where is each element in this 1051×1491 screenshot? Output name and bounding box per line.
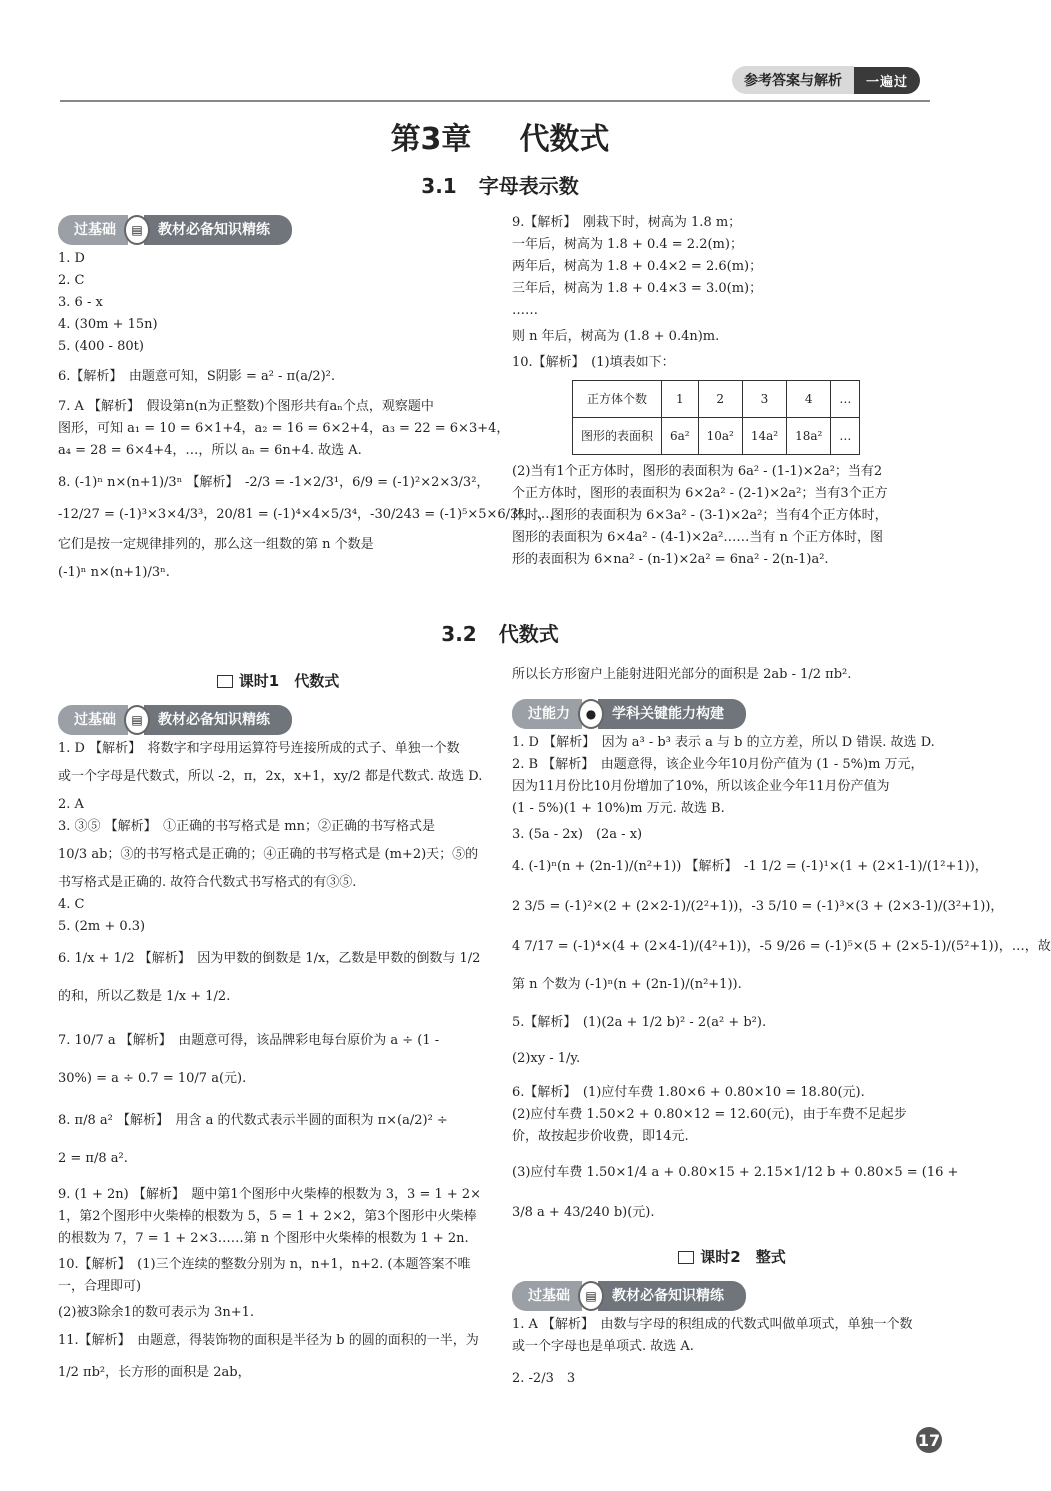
section-bar-basics <box>58 216 498 244</box>
answer-line: 30%) = a ÷ 0.7 = 10/7 a(元). <box>58 1071 247 1086</box>
answer-line: 5.【解析】 (1)(2a + 1/2 b)² - 2(a² + b²). <box>512 1015 767 1030</box>
left-column-top <box>58 214 563 584</box>
chapter-name: 代数式 <box>519 122 610 157</box>
lesson-2-title <box>512 1246 952 1268</box>
section-3-2-title <box>0 618 1000 647</box>
answer-line: -12/27 = (-1)³×3×4/3³，20/81 = (-1)⁴×4×5/3⁴，-30/243 = (-1)⁵×5×6/3⁵，…， <box>58 507 563 522</box>
answer-line: 图形的表面积为 6×4a² - (4-1)×2a²……当有 n 个正方体时，图 <box>512 530 884 545</box>
table-cell: … <box>831 381 860 418</box>
answer-line: 11.【解析】 由题意，得装饰物的面积是半径为 b 的圆的面积的一半，为 <box>58 1333 479 1348</box>
table-cell: 4 <box>787 381 831 418</box>
book-icon: ▤ <box>124 705 150 735</box>
bar-label: 过基础 <box>512 1281 582 1311</box>
lesson-1-title <box>58 670 498 692</box>
section-name: 字母表示数 <box>478 174 579 198</box>
answer-line: (3)应付车费 1.50×1/4 a + 0.80×15 + 2.15×1/12 b + 0.80×5 = (16 + <box>512 1165 959 1180</box>
right-column-top <box>512 212 952 571</box>
left-column-bottom <box>58 660 498 1384</box>
answer-line: 3. 6 - x <box>58 295 103 310</box>
answer-line: 3. (5a - 2x) (2a - x) <box>512 827 643 842</box>
section-number: 3.2 <box>441 622 477 646</box>
answer-line: 8. (-1)ⁿ n×(n+1)/3ⁿ 【解析】 -2/3 = -1×2/3¹，6/9 = (-1)²×2×3/3²， <box>58 475 490 490</box>
answer-line: 1/2 πb²，长方形的面积是 2ab， <box>58 1365 251 1380</box>
answer-line: 三年后，树高为 1.8 + 0.4×3 = 3.0(m)； <box>512 281 763 296</box>
answer-line: 4. (30m + 15n) <box>58 317 158 332</box>
answer-line: 4. C <box>58 897 85 912</box>
answer-line: 3. ③⑤ 【解析】 ①正确的书写格式是 mn；②正确的书写格式是 <box>58 819 436 834</box>
answer-line: 10.【解析】 (1)三个连续的整数分别为 n，n+1，n+2. (本题答案不唯 <box>58 1257 471 1272</box>
page-header <box>732 66 920 94</box>
answer-line: 3/8 a + 43/240 b)(元). <box>512 1205 655 1220</box>
answer-line: a₄ = 28 = 6×4+4，…，所以 aₙ = 6n+4. 故选 A. <box>58 443 362 458</box>
answer-line: 一，合理即可) <box>58 1279 142 1294</box>
answer-line: 1. D <box>58 251 85 266</box>
answer-line: 2. -2/3 3 <box>512 1371 576 1386</box>
lesson-label: 课时1 代数式 <box>238 672 340 690</box>
answer-line: 7. A 【解析】 假设第n(n为正整数)个图形共有aₙ个点，观察题中 <box>58 399 434 414</box>
section-number: 3.1 <box>421 174 457 198</box>
answer-line: (1 - 5%)(1 + 10%)m 万元. 故选 B. <box>512 801 725 816</box>
answer-line: 4. (-1)ⁿ(n + (2n-1)/(n²+1)) 【解析】 -1 1/2 = (-1)¹×(1 + (2×1-1)/(1²+1))， <box>512 859 988 874</box>
bar-subtitle: 教材必备知识精练 <box>598 1281 746 1311</box>
answer-line: 1. A 【解析】 由数与字母的积组成的代数式叫做单项式，单独一个数 <box>512 1317 913 1332</box>
table-cell: 正方体个数 <box>573 381 662 418</box>
answer-line: (2)应付车费 1.50×2 + 0.80×12 = 12.60(元)，由于车费不足起步 <box>512 1107 907 1122</box>
answer-line: 6.【解析】 由题意可知，S阴影 = a² - π(a/2)². <box>58 369 336 384</box>
bar-label: 过能力 <box>512 699 582 729</box>
answer-line: 5. (400 - 80t) <box>58 339 144 354</box>
answer-line: 9.【解析】 刚栽下时，树高为 1.8 m； <box>512 215 742 230</box>
table-cell: 18a² <box>787 418 831 455</box>
header-title: 参考答案与解析 <box>732 66 854 94</box>
answer-line: 图形，可知 a₁ = 10 = 6×1+4，a₂ = 16 = 6×2+4，a₃ = 22 = 6×3+4， <box>58 421 510 436</box>
right-column-bottom <box>512 664 1051 1390</box>
table-cell: 6a² <box>662 418 699 455</box>
table-cell: … <box>831 418 860 455</box>
answer-line: 价，故按起步价收费，即14元. <box>512 1129 689 1144</box>
answer-line: 9. (1 + 2n) 【解析】 题中第1个图形中火柴棒的根数为 3，3 = 1 + 2× <box>58 1187 482 1202</box>
answer-line: 或一个字母也是单项式. 故选 A. <box>512 1339 694 1354</box>
answer-line: (-1)ⁿ n×(n+1)/3ⁿ. <box>58 565 170 580</box>
table-cell: 1 <box>662 381 699 418</box>
answer-line: 形的表面积为 6×na² - (n-1)×2a² = 6na² - 2(n-1)a². <box>512 552 829 567</box>
answer-line: 的和，所以乙数是 1/x + 1/2. <box>58 989 231 1004</box>
answer-line: 的根数为 7，7 = 1 + 2×3……第 n 个图形中火柴棒的根数为 1 + 2n. <box>58 1231 469 1246</box>
bar-subtitle: 教材必备知识精练 <box>144 215 292 245</box>
answer-line: 5. (2m + 0.3) <box>58 919 146 934</box>
table-cell: 2 <box>698 381 742 418</box>
book-icon: ▤ <box>124 215 150 245</box>
section-name: 代数式 <box>498 622 559 646</box>
answer-line: …… <box>512 303 538 318</box>
answer-line: 2 3/5 = (-1)²×(2 + (2×2-1)/(2²+1))，-3 5/10 = (-1)³×(3 + (2×3-1)/(3²+1))， <box>512 899 1004 914</box>
answer-line: 10/3 ab；③的书写格式是正确的；④正确的书写格式是 (m+2)天；⑤的 <box>58 847 479 862</box>
table-cell: 3 <box>742 381 786 418</box>
answer-line: 所以长方形窗户上能射进阳光部分的面积是 2ab - 1/2 πb². <box>512 667 852 682</box>
page-number: 17 <box>916 1427 942 1453</box>
answer-line: 1，第2个图形中火柴棒的根数为 5，5 = 1 + 2×2，第3个图形中火柴棒 <box>58 1209 477 1224</box>
header-rule <box>60 100 930 102</box>
bar-subtitle: 教材必备知识精练 <box>144 705 292 735</box>
answer-line: 2. A <box>58 797 84 812</box>
answer-line: 一年后，树高为 1.8 + 0.4 = 2.2(m)； <box>512 237 743 252</box>
section-3-1-title <box>0 170 1000 199</box>
answer-line: 体时，图形的表面积为 6×3a² - (3-1)×2a²；当有4个正方体时， <box>512 508 888 523</box>
answer-line: 2. B 【解析】 由题意得，该企业今年10月份产值为 (1 - 5%)m 万元， <box>512 757 924 772</box>
answer-line: 1. D 【解析】 因为 a³ - b³ 表示 a 与 b 的立方差，所以 D 错误. 故选 D. <box>512 735 935 750</box>
table-cell: 14a² <box>742 418 786 455</box>
medal-icon: ● <box>578 699 604 729</box>
section-bar-ability <box>512 700 952 728</box>
answer-line: 2 = π/8 a². <box>58 1151 128 1166</box>
answer-line: 2. C <box>58 273 85 288</box>
table-row <box>573 381 860 418</box>
answer-line: 8. π/8 a² 【解析】 用含 a 的代数式表示半圆的面积为 π×(a/2)² ÷ <box>58 1113 448 1128</box>
answer-line: 或一个字母是代数式，所以 -2，π，2x，x+1，xy/2 都是代数式. 故选 D. <box>58 769 483 784</box>
answer-line: 6.【解析】 (1)应付车费 1.80×6 + 0.80×10 = 18.80(元). <box>512 1085 865 1100</box>
section-bar-basics <box>512 1282 952 1310</box>
lesson-icon <box>217 675 233 688</box>
answer-line: 则 n 年后，树高为 (1.8 + 0.4n)m. <box>512 329 720 344</box>
bar-label: 过基础 <box>58 705 128 735</box>
answer-line: 第 n 个数为 (-1)ⁿ(n + (2n-1)/(n²+1)). <box>512 977 742 992</box>
table-row <box>573 418 860 455</box>
lesson-icon <box>678 1251 694 1264</box>
answer-line: 6. 1/x + 1/2 【解析】 因为甲数的倒数是 1/x，乙数是甲数的倒数与 1/2 <box>58 951 481 966</box>
lesson-label: 课时2 整式 <box>700 1248 786 1266</box>
answer-line: 10.【解析】 (1)填表如下： <box>512 355 675 370</box>
bar-label: 过基础 <box>58 215 128 245</box>
book-icon: ▤ <box>578 1281 604 1311</box>
header-brand: 一遍过 <box>854 67 920 94</box>
answer-line: (2)当有1个正方体时，图形的表面积为 6a² - (1-1)×2a²；当有2 <box>512 464 883 479</box>
answer-line: 1. D 【解析】 将数字和字母用运算符号连接所成的式子、单独一个数 <box>58 741 460 756</box>
bar-subtitle: 学科关键能力构建 <box>598 699 746 729</box>
table-cell: 图形的表面积 <box>573 418 662 455</box>
answer-line: 两年后，树高为 1.8 + 0.4×2 = 2.6(m)； <box>512 259 763 274</box>
answer-line: 4 7/17 = (-1)⁴×(4 + (2×4-1)/(4²+1))，-5 9/26 = (-1)⁵×(5 + (2×5-1)/(5²+1))，…，故 <box>512 939 1051 954</box>
answer-line: 个正方体时，图形的表面积为 6×2a² - (2-1)×2a²；当有3个正方 <box>512 486 888 501</box>
answer-line: (2)被3除余1的数可表示为 3n+1. <box>58 1305 255 1320</box>
answer-line: 它们是按一定规律排列的，那么这一组数的第 n 个数是 <box>58 537 374 552</box>
answer-line: 因为11月份比10月份增加了10%，所以该企业今年11月份产值为 <box>512 779 890 794</box>
answer-line: 7. 10/7 a 【解析】 由题意可得，该品牌彩电每台原价为 a ÷ (1 - <box>58 1033 440 1048</box>
answer-line: 书写格式是正确的. 故符合代数式书写格式的有③⑤. <box>58 875 357 890</box>
chapter-number: 第3章 <box>390 122 472 157</box>
answer-line: (2)xy - 1/y. <box>512 1051 581 1066</box>
chapter-title <box>0 114 1000 158</box>
table-cell: 10a² <box>698 418 742 455</box>
section-bar-basics <box>58 706 498 734</box>
surface-area-table <box>572 380 860 455</box>
